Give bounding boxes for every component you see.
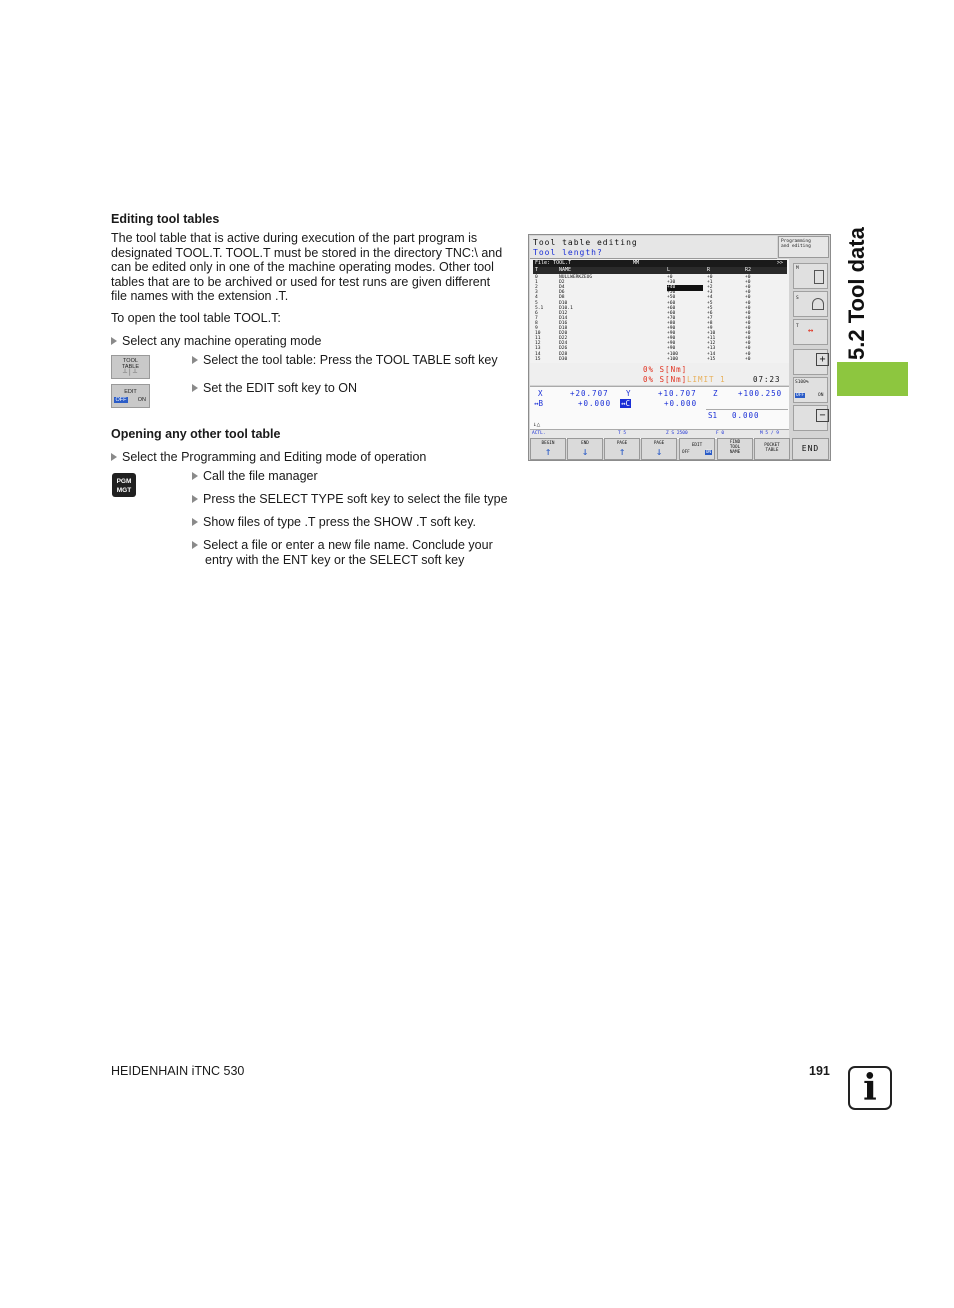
step-select-tool-table	[192, 353, 498, 368]
table-cell: +40	[667, 285, 703, 291]
step-text: Select a file or enter a new file name. Conclude your	[203, 538, 493, 552]
table-cell: 1	[535, 280, 538, 286]
table-cell: +5	[707, 300, 713, 306]
screen-prompt: Tool length?	[533, 248, 603, 257]
plus-icon: +	[816, 353, 829, 366]
status-panel	[530, 363, 789, 385]
step-text: Set the EDIT soft key to ON	[203, 381, 357, 395]
arrow-up-icon: ↑	[544, 445, 552, 458]
file-label: File: TOOL.T	[535, 260, 572, 266]
axis-y-value: +10.707	[658, 389, 697, 398]
step-select-programming	[111, 450, 426, 465]
tnc-screenshot	[528, 234, 831, 461]
col-r: R	[707, 267, 711, 273]
step-text: Select any machine operating mode	[122, 334, 322, 348]
table-cell: D22	[559, 336, 568, 342]
arrow-icon	[192, 495, 198, 503]
table-cell: +60	[667, 305, 676, 311]
key-label: EDIT	[124, 389, 137, 395]
axis-c-value: +0.000	[664, 399, 698, 408]
arrow-icon	[192, 518, 198, 526]
table-cell: +0	[745, 341, 751, 347]
step-text: entry with the ENT key or the SELECT soft key	[205, 552, 465, 567]
axis-b: ↔B	[534, 399, 544, 408]
table-cell: +70	[667, 315, 676, 321]
table-cell: +80	[667, 320, 676, 326]
table-cell: +90	[667, 346, 676, 352]
status-item: Z S 2500	[666, 431, 688, 436]
softkey-begin[interactable]	[530, 438, 566, 460]
table-cell: +0	[745, 305, 751, 311]
table-cell: +100	[667, 351, 679, 357]
table-cell: +0	[745, 290, 751, 296]
section-title-vertical	[837, 200, 877, 360]
spindle-load: 0% S[Nm]	[643, 375, 688, 384]
table-cell: +0	[745, 310, 751, 316]
paragraph-line: can be edited only in one of the machine operating modes. Other tool	[111, 260, 494, 275]
key-label: PGM	[116, 478, 132, 485]
table-cell: +0	[745, 320, 751, 326]
tools-icon: ┴│┴	[122, 370, 139, 376]
info-icon: i	[848, 1066, 892, 1110]
table-cell: 0	[535, 275, 538, 280]
softkey-find-tool-name[interactable]	[717, 438, 753, 460]
table-cell: +0	[745, 346, 751, 352]
table-cell: +0	[745, 326, 751, 331]
side-key-s100[interactable]	[793, 377, 828, 403]
table-cell: 6	[535, 310, 538, 316]
table-cell: +0	[745, 351, 751, 357]
table-cell: +12	[707, 341, 716, 347]
table-cell: +0	[745, 336, 751, 342]
table-cell: 10	[535, 331, 541, 337]
softkey-pocket-table[interactable]	[754, 438, 790, 460]
arrow-icon	[111, 337, 117, 345]
arrow-down-icon: ↓	[655, 445, 663, 458]
status-bar	[530, 429, 789, 438]
side-label: M	[796, 266, 799, 271]
table-cell: 11	[535, 336, 541, 342]
table-cell: +0	[745, 280, 751, 286]
table-cell: D8	[559, 295, 565, 301]
table-cell: +13	[707, 346, 716, 352]
softkey-page-up[interactable]	[604, 438, 640, 460]
table-cell: 12	[535, 341, 541, 347]
softkey-label: TABLE	[765, 448, 779, 453]
side-key-plus[interactable]	[793, 349, 828, 375]
step-select-file	[192, 538, 493, 567]
position-display	[530, 386, 789, 439]
status-item: ACTL.	[532, 431, 546, 436]
spindle-display	[706, 409, 788, 420]
table-cell: +15	[707, 356, 716, 362]
table-cell: +0	[745, 275, 751, 280]
spindle-icon	[812, 298, 824, 310]
softkey-label: BEGIN	[541, 441, 555, 446]
softkey-label: EDIT	[691, 443, 703, 448]
table-cell: 13	[535, 346, 541, 352]
heading-opening-other: Opening any other tool table	[111, 427, 281, 441]
table-cell: +10	[707, 331, 716, 337]
footer-product: HEIDENHAIN iTNC 530	[111, 1064, 245, 1078]
softkey-label: PAGE	[616, 441, 628, 446]
table-cell: +60	[667, 300, 676, 306]
paragraph-line: The tool table that is active during execution of the part program is	[111, 231, 478, 245]
table-cell: +7	[707, 315, 713, 321]
table-cell: 9	[535, 326, 538, 331]
table-cell: +50	[667, 290, 676, 296]
page-number: 191	[809, 1064, 830, 1078]
on-indicator: ON	[705, 450, 711, 455]
table-cell: +4	[707, 295, 713, 301]
table-cell: +14	[707, 351, 716, 357]
paragraph-intro	[111, 231, 511, 304]
table-cell: 5.1	[535, 305, 544, 311]
softkey-end-big[interactable]	[792, 438, 829, 460]
table-cell: 7	[535, 315, 538, 321]
section-title: 5.2 Tool data	[844, 227, 869, 360]
softkey-edit[interactable]	[679, 438, 715, 460]
step-text: Press the SELECT TYPE soft key to select the file type	[203, 492, 508, 506]
softkey-label: TOOL	[729, 445, 741, 450]
table-row[interactable]	[533, 357, 787, 363]
side-key-m[interactable]	[793, 263, 828, 289]
side-label: T	[796, 324, 799, 329]
table-cell: +90	[667, 331, 676, 337]
paragraph-open: To open the tool table TOOL.T:	[111, 311, 281, 325]
machine-icon	[814, 270, 824, 284]
spindle-label: S1	[708, 411, 718, 420]
side-key-minus[interactable]	[793, 405, 828, 431]
table-cell: +0	[745, 295, 751, 301]
step-text: Select the tool table: Press the TOOL TABLE soft key	[203, 353, 498, 367]
side-label: S	[796, 296, 799, 301]
table-cell: 3	[535, 290, 538, 296]
axis-c: ↔C	[621, 399, 631, 408]
mode-label: and editing	[781, 244, 811, 249]
column-header	[533, 267, 787, 274]
table-cell: +90	[667, 336, 676, 342]
table-cell: +100	[667, 356, 679, 362]
table-cell: +5	[707, 305, 713, 311]
table-cell: +0	[707, 275, 713, 280]
arrow-icon	[111, 453, 117, 461]
table-cell: D18	[559, 326, 568, 331]
axis-b-value: +0.000	[578, 399, 612, 408]
table-cell: 14	[535, 351, 541, 357]
axis-z-label: Z	[713, 389, 718, 398]
col-r2: R2	[745, 267, 752, 273]
softkey-label: FIND	[729, 440, 741, 445]
step-text: Select the Programming and Editing mode of operation	[122, 450, 427, 464]
mode-indicator	[778, 236, 829, 258]
axis-y-label: Y	[626, 389, 631, 398]
spindle-value: 0.000	[732, 411, 760, 420]
side-key-s[interactable]	[793, 291, 828, 317]
table-cell: +0	[745, 331, 751, 337]
table-cell: D26	[559, 346, 568, 352]
off-indicator: OFF	[115, 397, 127, 403]
axis-x-value: +20.707	[570, 389, 609, 398]
tool-table-panel	[530, 259, 789, 363]
table-cell: +2	[707, 285, 713, 291]
softkey-label: POCKET	[764, 443, 780, 448]
table-cell: 8	[535, 320, 538, 326]
table-cell: D28	[559, 351, 568, 357]
paragraph-line: file names with the extension .T.	[111, 289, 289, 304]
table-cell: +50	[667, 295, 676, 301]
table-cell: +6	[707, 310, 713, 316]
softkey-label: PAGE	[653, 441, 665, 446]
status-item: T 5	[618, 431, 627, 436]
arrow-icon	[192, 541, 198, 549]
minus-icon: −	[816, 409, 829, 422]
side-key-t[interactable]	[793, 319, 828, 345]
softkey-end[interactable]	[567, 438, 603, 460]
screen-title: Tool table editing	[533, 238, 638, 247]
arrow-up-icon: ↑	[618, 445, 626, 458]
softkey-label: END	[581, 441, 589, 446]
table-cell: D10	[559, 300, 568, 306]
section-tab	[837, 362, 908, 396]
softkey-label: NAME	[729, 450, 741, 455]
table-cell: D6	[559, 290, 565, 296]
pgm-mgt-key[interactable]	[112, 473, 136, 497]
axis-c-label: C	[625, 399, 631, 408]
table-cell: +1	[707, 280, 713, 286]
axis-b-label: B	[538, 399, 544, 408]
unit-label: MM	[633, 260, 640, 266]
key-label: TABLE	[121, 364, 139, 370]
on-label: ON	[818, 393, 824, 398]
axis-x-label: X	[538, 389, 544, 398]
arrow-down-icon: ↓	[581, 445, 589, 458]
softkey-page-down[interactable]	[641, 438, 677, 460]
table-cell: +0	[745, 315, 751, 321]
table-cell: +90	[667, 341, 676, 347]
axis-z-value: +100.250	[738, 389, 783, 398]
screen-title-bar	[530, 236, 777, 259]
mode-label: Programming	[781, 239, 811, 244]
arrow-icon	[192, 356, 198, 364]
table-cell: D20	[559, 331, 568, 337]
table-cell: D4	[559, 285, 565, 291]
off-indicator: OFF	[796, 393, 805, 398]
table-cell: +0	[667, 275, 673, 280]
table-cell: +30	[667, 280, 676, 286]
table-cell: +8	[707, 320, 713, 326]
status-item: M 5 / 9	[760, 431, 779, 436]
table-cell: NULLWERKZEUG	[559, 275, 593, 280]
limit-label: LIMIT 1	[687, 375, 726, 384]
table-cell: 4	[535, 295, 538, 301]
table-cell: D2	[559, 280, 565, 286]
table-cell: +0	[745, 356, 751, 362]
table-cell: +3	[707, 290, 713, 296]
table-cell: D24	[559, 341, 568, 347]
table-cell: D12	[559, 310, 568, 316]
softkey-label: END	[801, 444, 820, 453]
file-header	[533, 260, 787, 267]
table-cell: 5	[535, 300, 538, 306]
col-name: NAME	[559, 267, 572, 273]
paragraph-line: tables that are to be archived or used for test runs are given different	[111, 274, 491, 289]
tool-arrow-icon: ↔	[808, 326, 814, 336]
off-label: OFF	[682, 450, 690, 455]
step-edit-on	[192, 381, 357, 396]
heading-editing-tool-tables: Editing tool tables	[111, 212, 220, 226]
step-select-mode	[111, 334, 321, 349]
dro-icon: ↓△	[533, 421, 541, 428]
side-label: S100%	[795, 380, 809, 385]
step-show-t	[192, 515, 476, 530]
table-cell: +9	[707, 326, 713, 331]
table-cell: +11	[707, 336, 716, 342]
key-label: MGT	[116, 487, 132, 494]
status-item: F 0	[716, 431, 725, 436]
table-cell: +0	[745, 285, 751, 291]
on-label: ON	[137, 397, 146, 403]
col-l: L	[667, 267, 671, 273]
table-cell: D16	[559, 320, 568, 326]
clock: 07:23	[753, 375, 781, 384]
table-cell: +60	[667, 310, 676, 316]
arrow-icon	[192, 472, 198, 480]
step-file-manager	[192, 469, 318, 484]
step-text: Show files of type .T press the SHOW .T soft key.	[203, 515, 477, 529]
edit-softkey[interactable]	[111, 384, 150, 408]
spindle-load: 0% S[Nm]	[643, 365, 688, 374]
table-cell: 15	[535, 356, 541, 362]
paragraph-line: designated TOOL.T. TOOL.T must be stored in the directory TNC:\ and	[111, 245, 503, 260]
more-columns: >>	[777, 260, 784, 266]
table-cell: D14	[559, 315, 568, 321]
step-select-type	[192, 492, 508, 507]
tool-table-softkey[interactable]	[111, 355, 150, 379]
key-label: TOOL	[123, 358, 138, 364]
table-cell: D10.1	[559, 305, 573, 311]
step-text: Call the file manager	[203, 469, 318, 483]
col-t: T	[535, 267, 539, 273]
table-cell: D30	[559, 356, 568, 362]
table-cell: 2	[535, 285, 538, 291]
table-cell: +90	[667, 326, 676, 331]
table-cell: +0	[745, 300, 751, 306]
arrow-icon	[192, 384, 198, 392]
